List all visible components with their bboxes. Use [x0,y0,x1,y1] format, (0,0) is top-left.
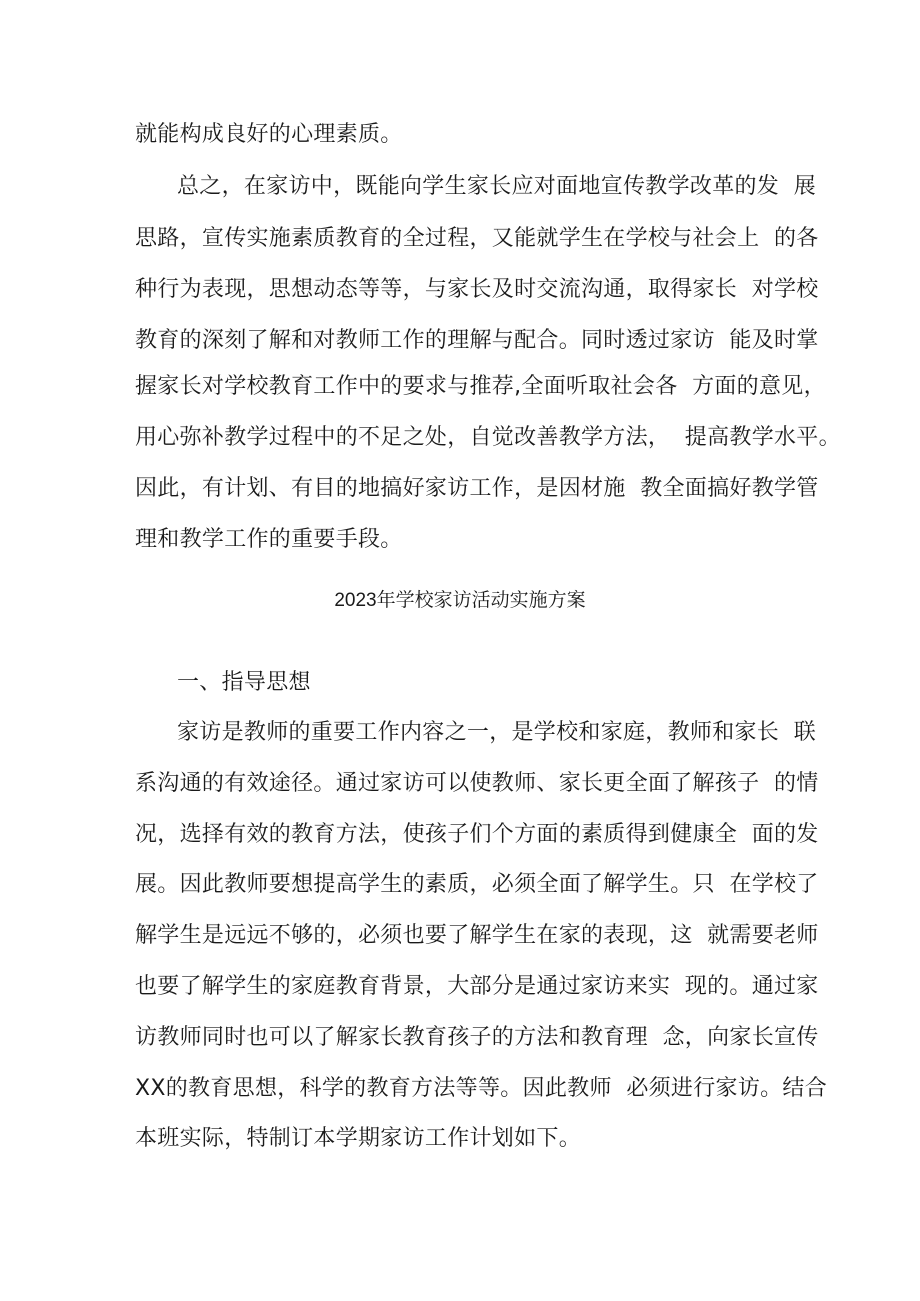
paragraph-line: 教育的深刻了解和对教师工作的理解与配合。同时透过家访 能及时掌 [135,328,819,353]
paragraph-line: 握家长对学校教育工作中的要求与推荐,全面听取社会各 方面的意见， [135,374,826,399]
paragraph-line: 况，选择有效的教育方法，使孩子们个方面的素质得到健康全 面的发 [135,822,819,847]
paragraph-line: 家访是教师的重要工作内容之一，是学校和家庭，教师和家长 联 [177,720,816,745]
paragraph-line: 用心弥补教学过程中的不足之处，自觉改善教学方法， 提高教学水平。 [135,425,841,450]
paragraph-line: 展。因此教师要想提高学生的素质，必须全面了解学生。只 在学校了 [135,872,819,897]
paragraph-line: 种行为表现，思想动态等等，与家长及时交流沟通，取得家长 对学校 [135,277,819,302]
paragraph-line: 就能构成良好的心理素质。 [135,122,403,147]
paragraph-line: 本班实际，特制订本学期家访工作计划如下。 [135,1126,582,1151]
paragraph-line: 因此，有计划、有目的地搞好家访工作，是因材施 教全面搞好教学管 [135,476,819,501]
paragraph-line: XX的教育思想，科学的教育方法等等。因此教师 必须进行家访。结合 [135,1076,828,1101]
paragraph-line: 理和教学工作的重要手段。 [135,527,403,552]
paragraph-line: 访教师同时也可以了解家长教育孩子的方法和教育理 念，向家长宣传 [135,1025,819,1050]
paragraph-line: 思路，宣传实施素质教育的全过程，又能就学生在学校与社会上 的各 [135,226,819,251]
paragraph-line: 也要了解学生的家庭教育背景，大部分是通过家访来实 现的。通过家 [135,974,819,999]
document-title: 2023年学校家访活动实施方案 [334,590,586,611]
paragraph-line: 系沟通的有效途径。通过家访可以使教师、家长更全面了解孩子 的情 [135,771,819,796]
paragraph-line: 总之，在家访中，既能向学生家长应对面地宣传教学改革的发 展 [177,174,816,199]
section-heading: 一、指导思想 [177,670,311,695]
paragraph-line: 解学生是远远不够的，必须也要了解学生在家的表现，这 就需要老师 [135,923,819,948]
